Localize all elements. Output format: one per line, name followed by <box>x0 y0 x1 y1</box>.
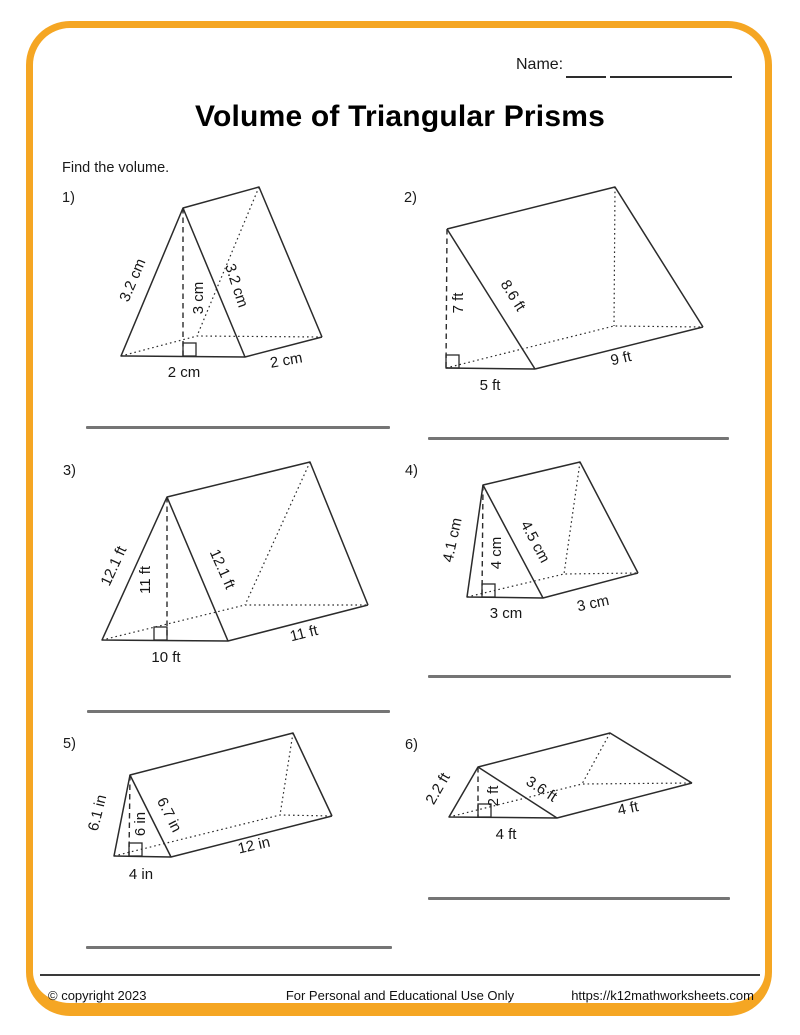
instruction-text: Find the volume. <box>62 160 170 176</box>
prism-figure-4 <box>440 462 638 622</box>
answer-line-4 <box>428 675 731 678</box>
problem-number-1: 1) <box>62 190 75 206</box>
dim-right-side: 8.6 ft <box>496 276 529 315</box>
dim-height: 4 cm <box>488 536 505 570</box>
dim-height: 6 in <box>132 811 149 837</box>
dim-height: 11 ft <box>137 565 154 595</box>
dim-height: 3 cm <box>190 281 207 315</box>
dim-base: 3 cm <box>489 605 523 622</box>
problem-number-4: 4) <box>405 463 418 479</box>
dim-right-side: 4.5 cm <box>516 518 554 566</box>
problem-number-6: 6) <box>405 737 418 753</box>
dim-left-side: 12.1 ft <box>97 543 131 589</box>
dim-left-side: 3.2 cm <box>116 256 150 305</box>
answer-line-6 <box>428 897 730 900</box>
dim-depth: 9 ft <box>608 347 634 370</box>
right-angle-marker <box>446 355 459 368</box>
dim-base: 4 in <box>128 866 154 883</box>
dim-right-side: 6.7 in <box>153 794 185 836</box>
dim-left-side: 4.1 cm <box>439 516 466 564</box>
answer-line-3 <box>87 710 390 713</box>
name-label: Name: <box>516 56 564 73</box>
footer-usage-note: For Personal and Educational Use Only <box>285 988 515 1003</box>
dim-height: 2 ft <box>485 785 502 807</box>
dim-right-side: 3.2 cm <box>221 261 252 310</box>
answer-line-1 <box>86 426 390 429</box>
right-angle-marker <box>129 843 142 856</box>
problem-number-3: 3) <box>63 463 76 479</box>
prism-figure-1 <box>116 187 322 381</box>
footer-divider <box>40 974 760 976</box>
dim-depth: 4 ft <box>616 798 641 820</box>
dim-base: 10 ft <box>151 649 181 666</box>
dim-left-side: 2.2 ft <box>422 770 454 808</box>
dim-base: 2 cm <box>167 364 201 381</box>
right-angle-marker <box>482 584 495 597</box>
answer-line-2 <box>428 437 729 440</box>
prism-figure-6 <box>422 733 692 843</box>
dim-base: 4 ft <box>495 826 517 843</box>
problem-number-5: 5) <box>63 736 76 752</box>
problem-number-2: 2) <box>404 190 417 206</box>
dim-base: 5 ft <box>479 377 501 394</box>
dim-right-side: 12.1 ft <box>205 546 239 592</box>
dim-depth: 12 in <box>236 833 272 858</box>
prism-figure-5 <box>85 733 332 883</box>
prism-figure-3 <box>97 462 368 666</box>
dim-left-side: 6.1 in <box>84 793 111 833</box>
dim-depth: 3 cm <box>575 591 611 616</box>
answer-line-5 <box>86 946 392 949</box>
dim-right-side: 3.6 ft <box>522 773 561 806</box>
footer-copyright: © copyright 2023 <box>48 988 147 1003</box>
right-angle-marker <box>183 343 196 356</box>
dim-depth: 2 cm <box>268 349 304 372</box>
dim-depth: 11 ft <box>288 621 320 646</box>
right-angle-marker <box>154 627 167 640</box>
page-title: Volume of Triangular Prisms <box>195 100 605 133</box>
dim-height: 7 ft <box>450 292 467 314</box>
footer-url: https://k12mathworksheets.com <box>571 988 754 1003</box>
prism-figure-2 <box>446 187 703 394</box>
